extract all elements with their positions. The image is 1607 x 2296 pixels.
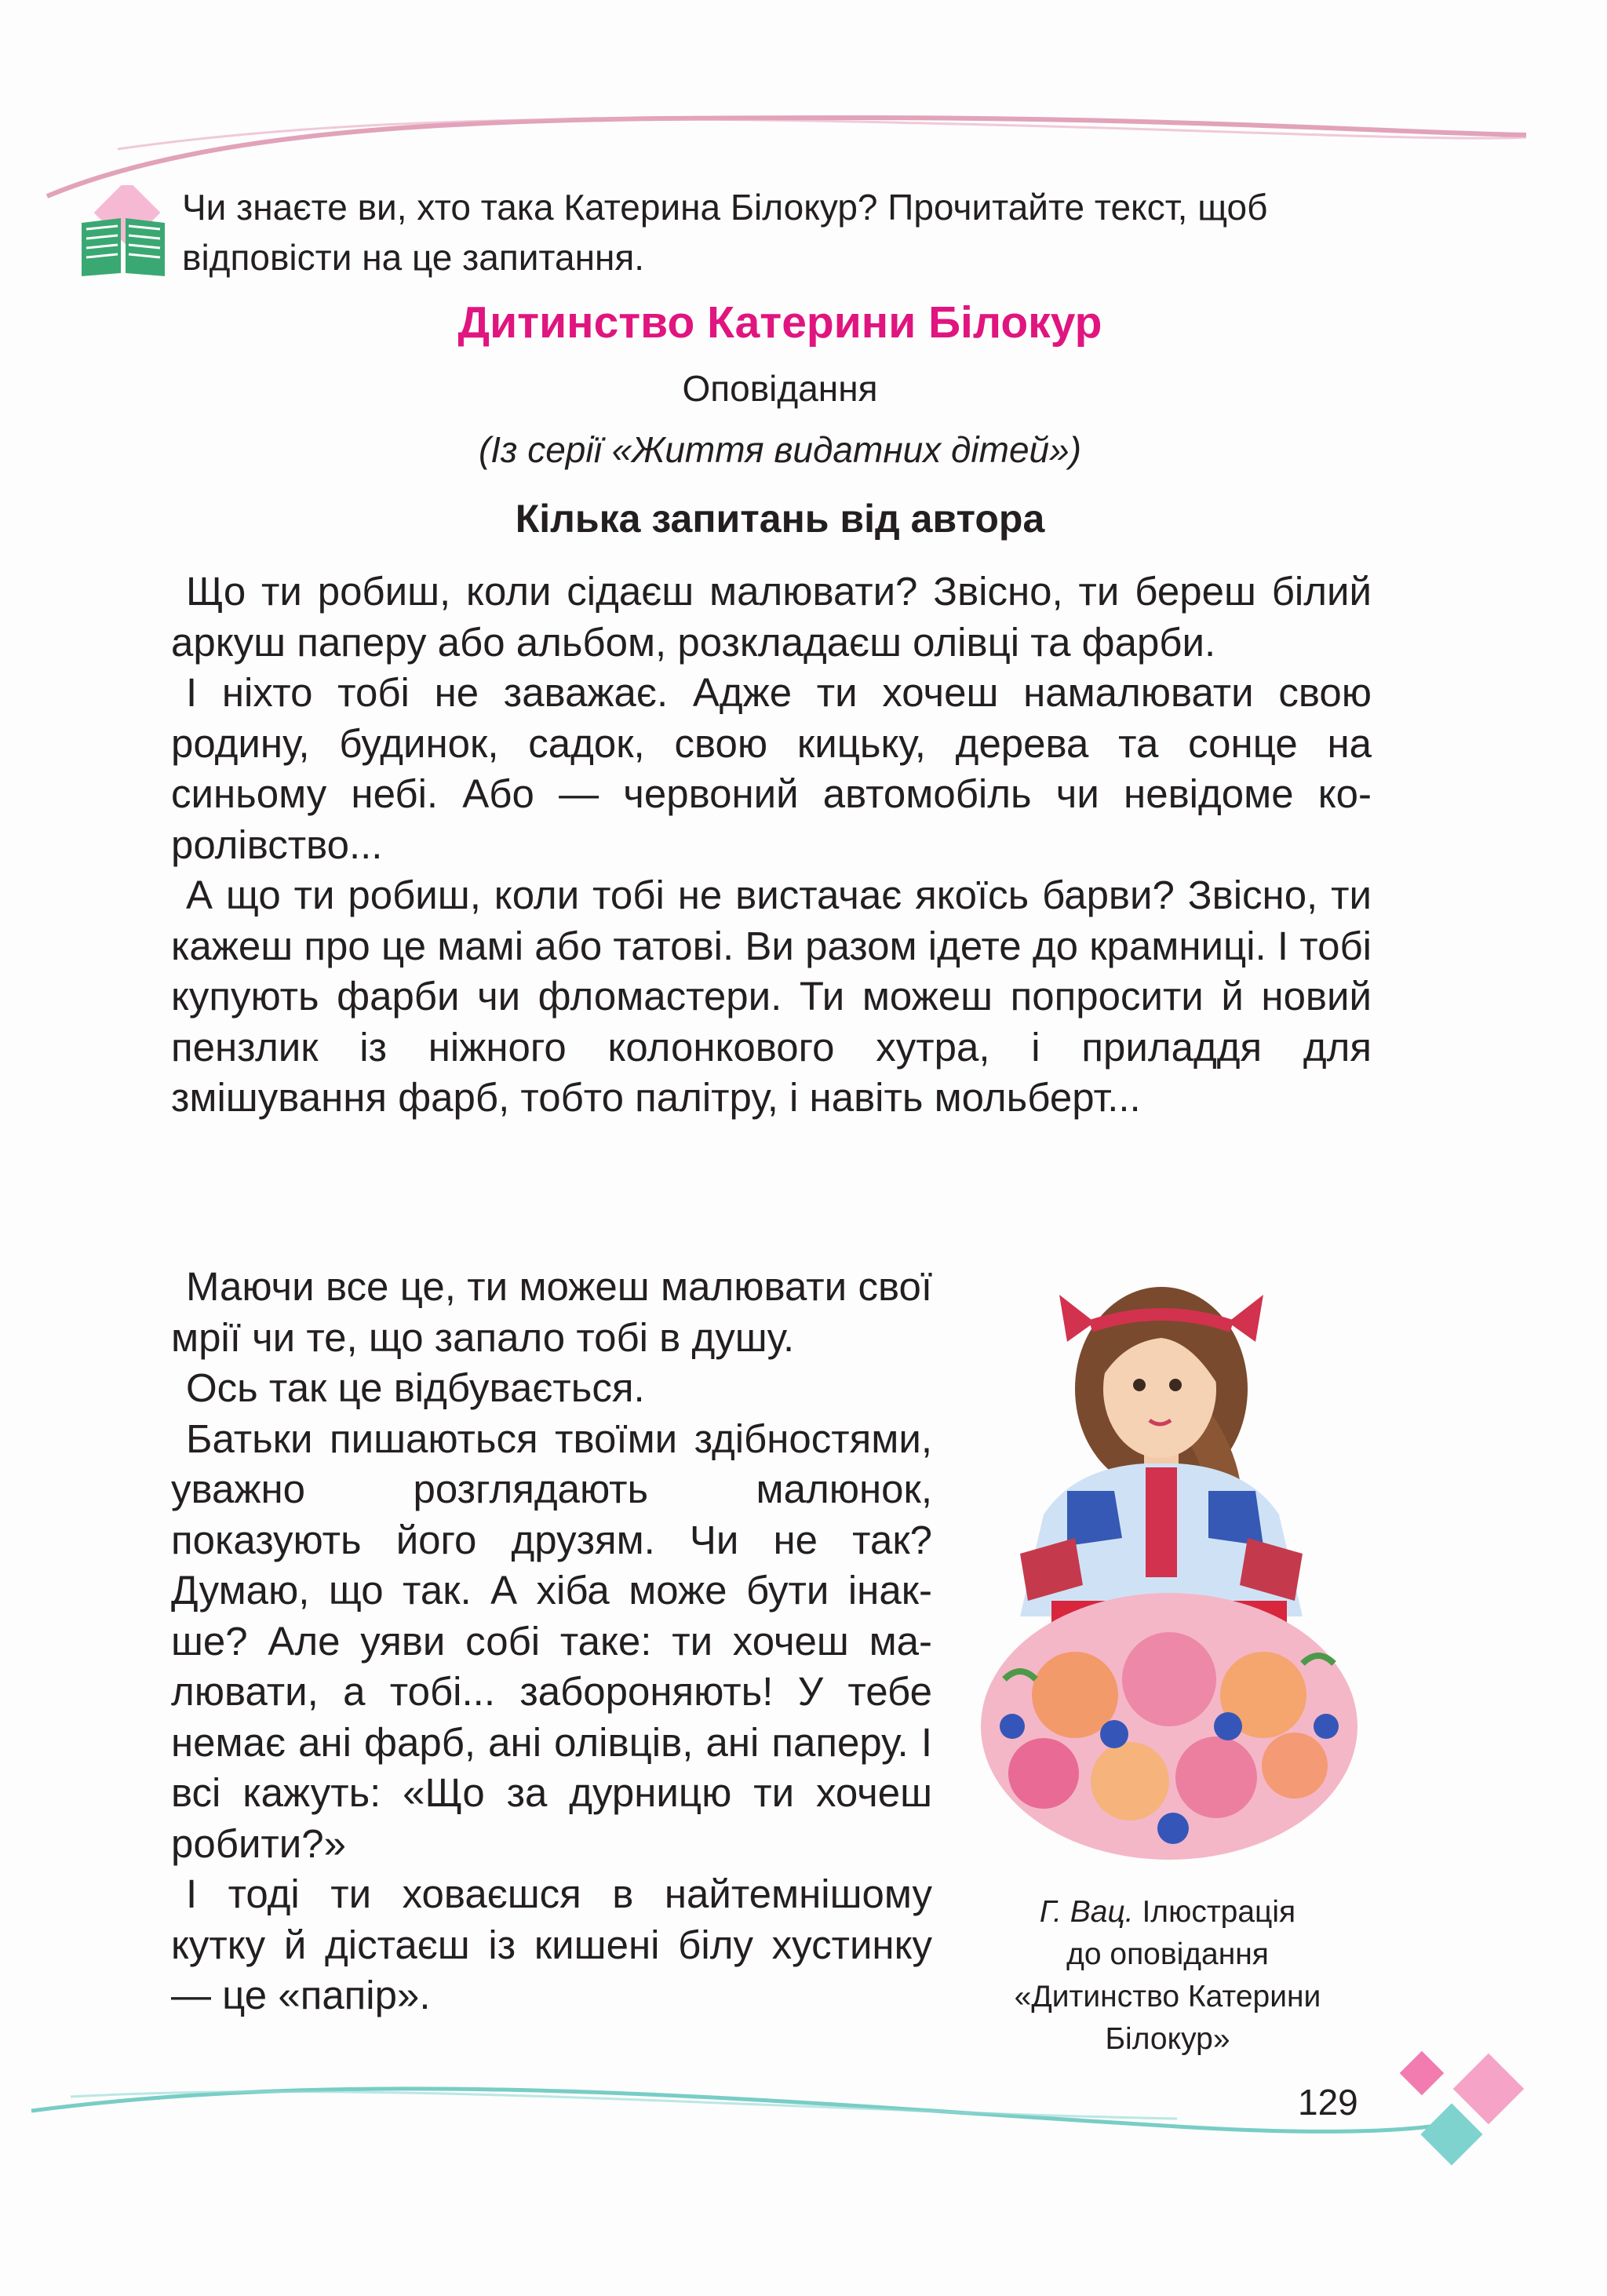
section-heading: Кілька запитань від автора — [515, 497, 1045, 541]
paragraph: І тоді ти ховаєшся в найтемнішому кутку й дістаєш із кишені білу хустинку — це «папір». — [171, 1871, 932, 2017]
caption-line: Білокур» — [1105, 2022, 1230, 2056]
intro-prompt — [182, 182, 1390, 282]
bottom-wave — [31, 2089, 1452, 2132]
caption-line: «Дитинство Катерини — [1014, 1980, 1321, 2014]
paragraph: Що ти робиш, коли сідаєш малювати? Звісно, ти береш білий аркуш паперу або альбом, розкладаєш олівці та фарби. — [171, 569, 1372, 665]
caption-text: Ілюстрація — [1133, 1895, 1296, 1929]
caption-line: до оповідання — [1066, 1937, 1269, 1971]
caption-author: Г. Вац. — [1039, 1895, 1134, 1929]
story-text-wide — [171, 567, 1372, 1124]
bottom-wave-2 — [71, 2091, 1177, 2119]
paragraph: Батьки пишаються твоїми здібностями, уважно розглядають малюнок, показують його друзям. Чи не так? Думаю, що так. А хіба може бути інакше? Але уяви собі таке: ти хочеш малювати, а тобі... забороняють! У тебе немає ані фарб, ані олівців, ані паперу. І всі кажуть: «Що за дурницю ти хочеш робити?» — [171, 1416, 932, 1866]
intro-line-2: відповісти на це запитання. — [182, 237, 645, 278]
paragraph: Ось так це відбувається. — [186, 1365, 645, 1410]
story-series: (Із серії «Життя видатних дітей») — [478, 429, 1082, 470]
illustration-caption — [964, 1891, 1372, 2061]
girl-illustration — [957, 1256, 1381, 1868]
book-icon — [72, 185, 174, 287]
page-number: 129 — [1298, 2082, 1358, 2123]
story-text-narrow — [171, 1262, 932, 2021]
paragraph: Маючи все це, ти можеш малювати свої мрії чи те, що запало тобі в душу. — [171, 1264, 932, 1360]
paragraph: А що ти робиш, коли тобі не вистачає якоїсь барви? Звісно, ти кажеш про це мамі або татові. Ви разом ідете до крамниці. І тобі купують фарби чи фломастери. Ти можеш попросити й новий пензлик із ніжного колонкового хутра, і приладдя для змішування фарб, тобто палітру, і навіть мольберт... — [171, 873, 1372, 1120]
story-title: Дитинство Катерини Білокур — [457, 297, 1102, 348]
decorative-diamonds — [1389, 2040, 1561, 2174]
paragraph: І ніхто тобі не заважає. Адже ти хочеш намалювати свою родину, будинок, садок, свою кицьку, дерева та сонце на синьому небі. Або — червоний автомобіль чи невідоме королівство... — [171, 670, 1372, 867]
story-genre: Оповідання — [682, 368, 878, 409]
intro-line-1: Чи знаєте ви, хто така Катерина Білокур? Прочитайте текст, щоб — [182, 187, 1268, 228]
